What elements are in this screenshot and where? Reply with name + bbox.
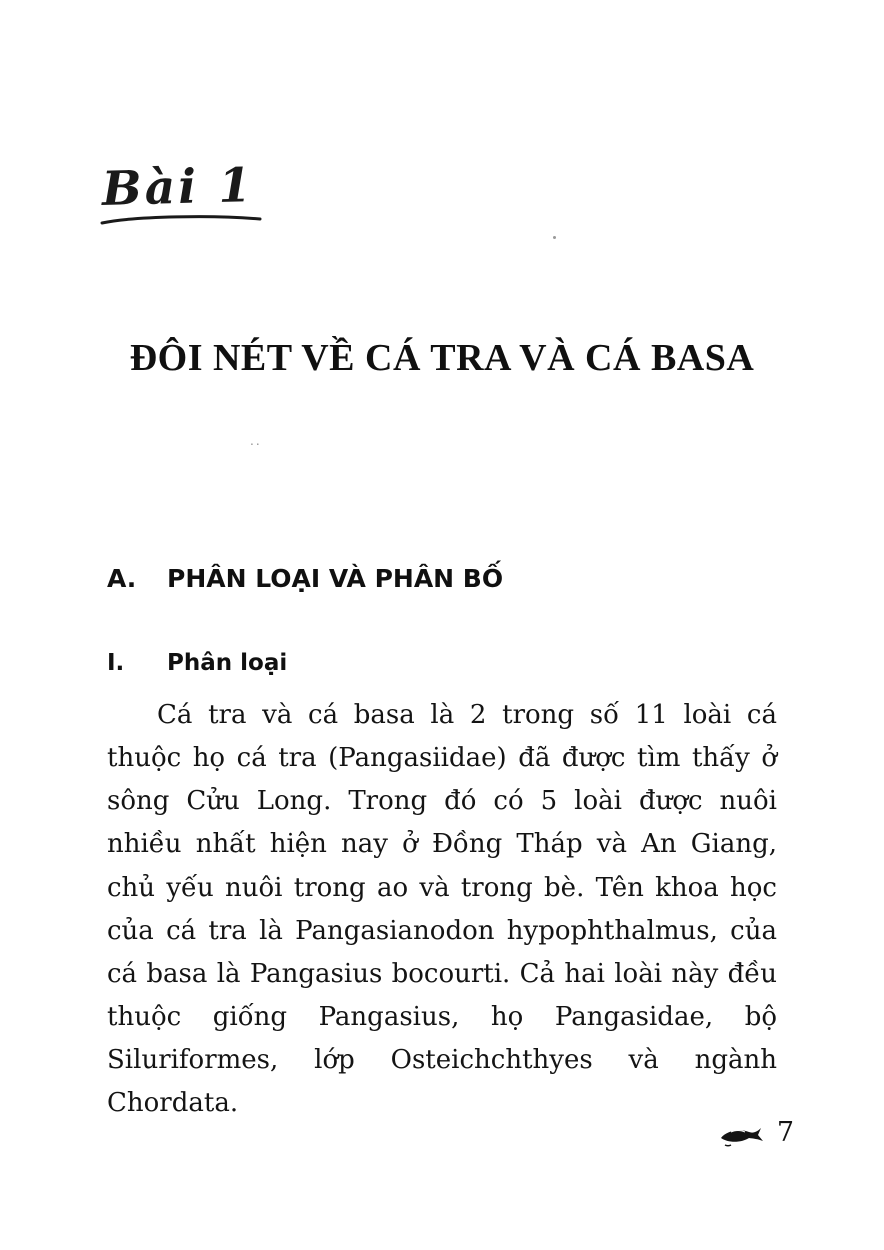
scan-artifact-dot (553, 236, 556, 239)
section-a-title: PHÂN LOẠI VÀ PHÂN BỐ (167, 564, 504, 593)
page-title: ĐÔI NÉT VỀ CÁ TRA VÀ CÁ BASA (129, 337, 755, 379)
section-a-label: A. (107, 564, 137, 593)
fish-doodle-icon (717, 1120, 775, 1150)
page-footer (717, 1114, 794, 1150)
lesson-header (102, 160, 292, 227)
lesson-label: Bài 1 (101, 158, 255, 217)
subsection-1-label: I. (107, 650, 125, 676)
page-number: 7 (776, 1116, 794, 1148)
scan-artifact-dashes: .. (250, 434, 262, 448)
subsection-heading-1 (107, 650, 287, 676)
subsection-1-title: Phân loại (167, 650, 288, 676)
section-heading-a (107, 564, 503, 593)
body-paragraph: Cá tra và cá basa là 2 trong số 11 loài cá thuộc họ cá tra (Pangasiidae) đã được tìm thấy ở sông Cửu Long. Trong đó có 5 loài được nuôi nhiều nhất hiện nay ở Đồng Tháp và An Giang, chủ yếu nuôi trong ao và trong bè. Tên khoa học của cá tra là Pangasianodon hypophthalmus, của cá basa là Pangasius bocourti. Cả hai loài này đều thuộc giống Pangasius, họ Pangasidae, bộ Siluriformes, lớp Osteichchthyes và ngành Chordata. (107, 700, 777, 1119)
